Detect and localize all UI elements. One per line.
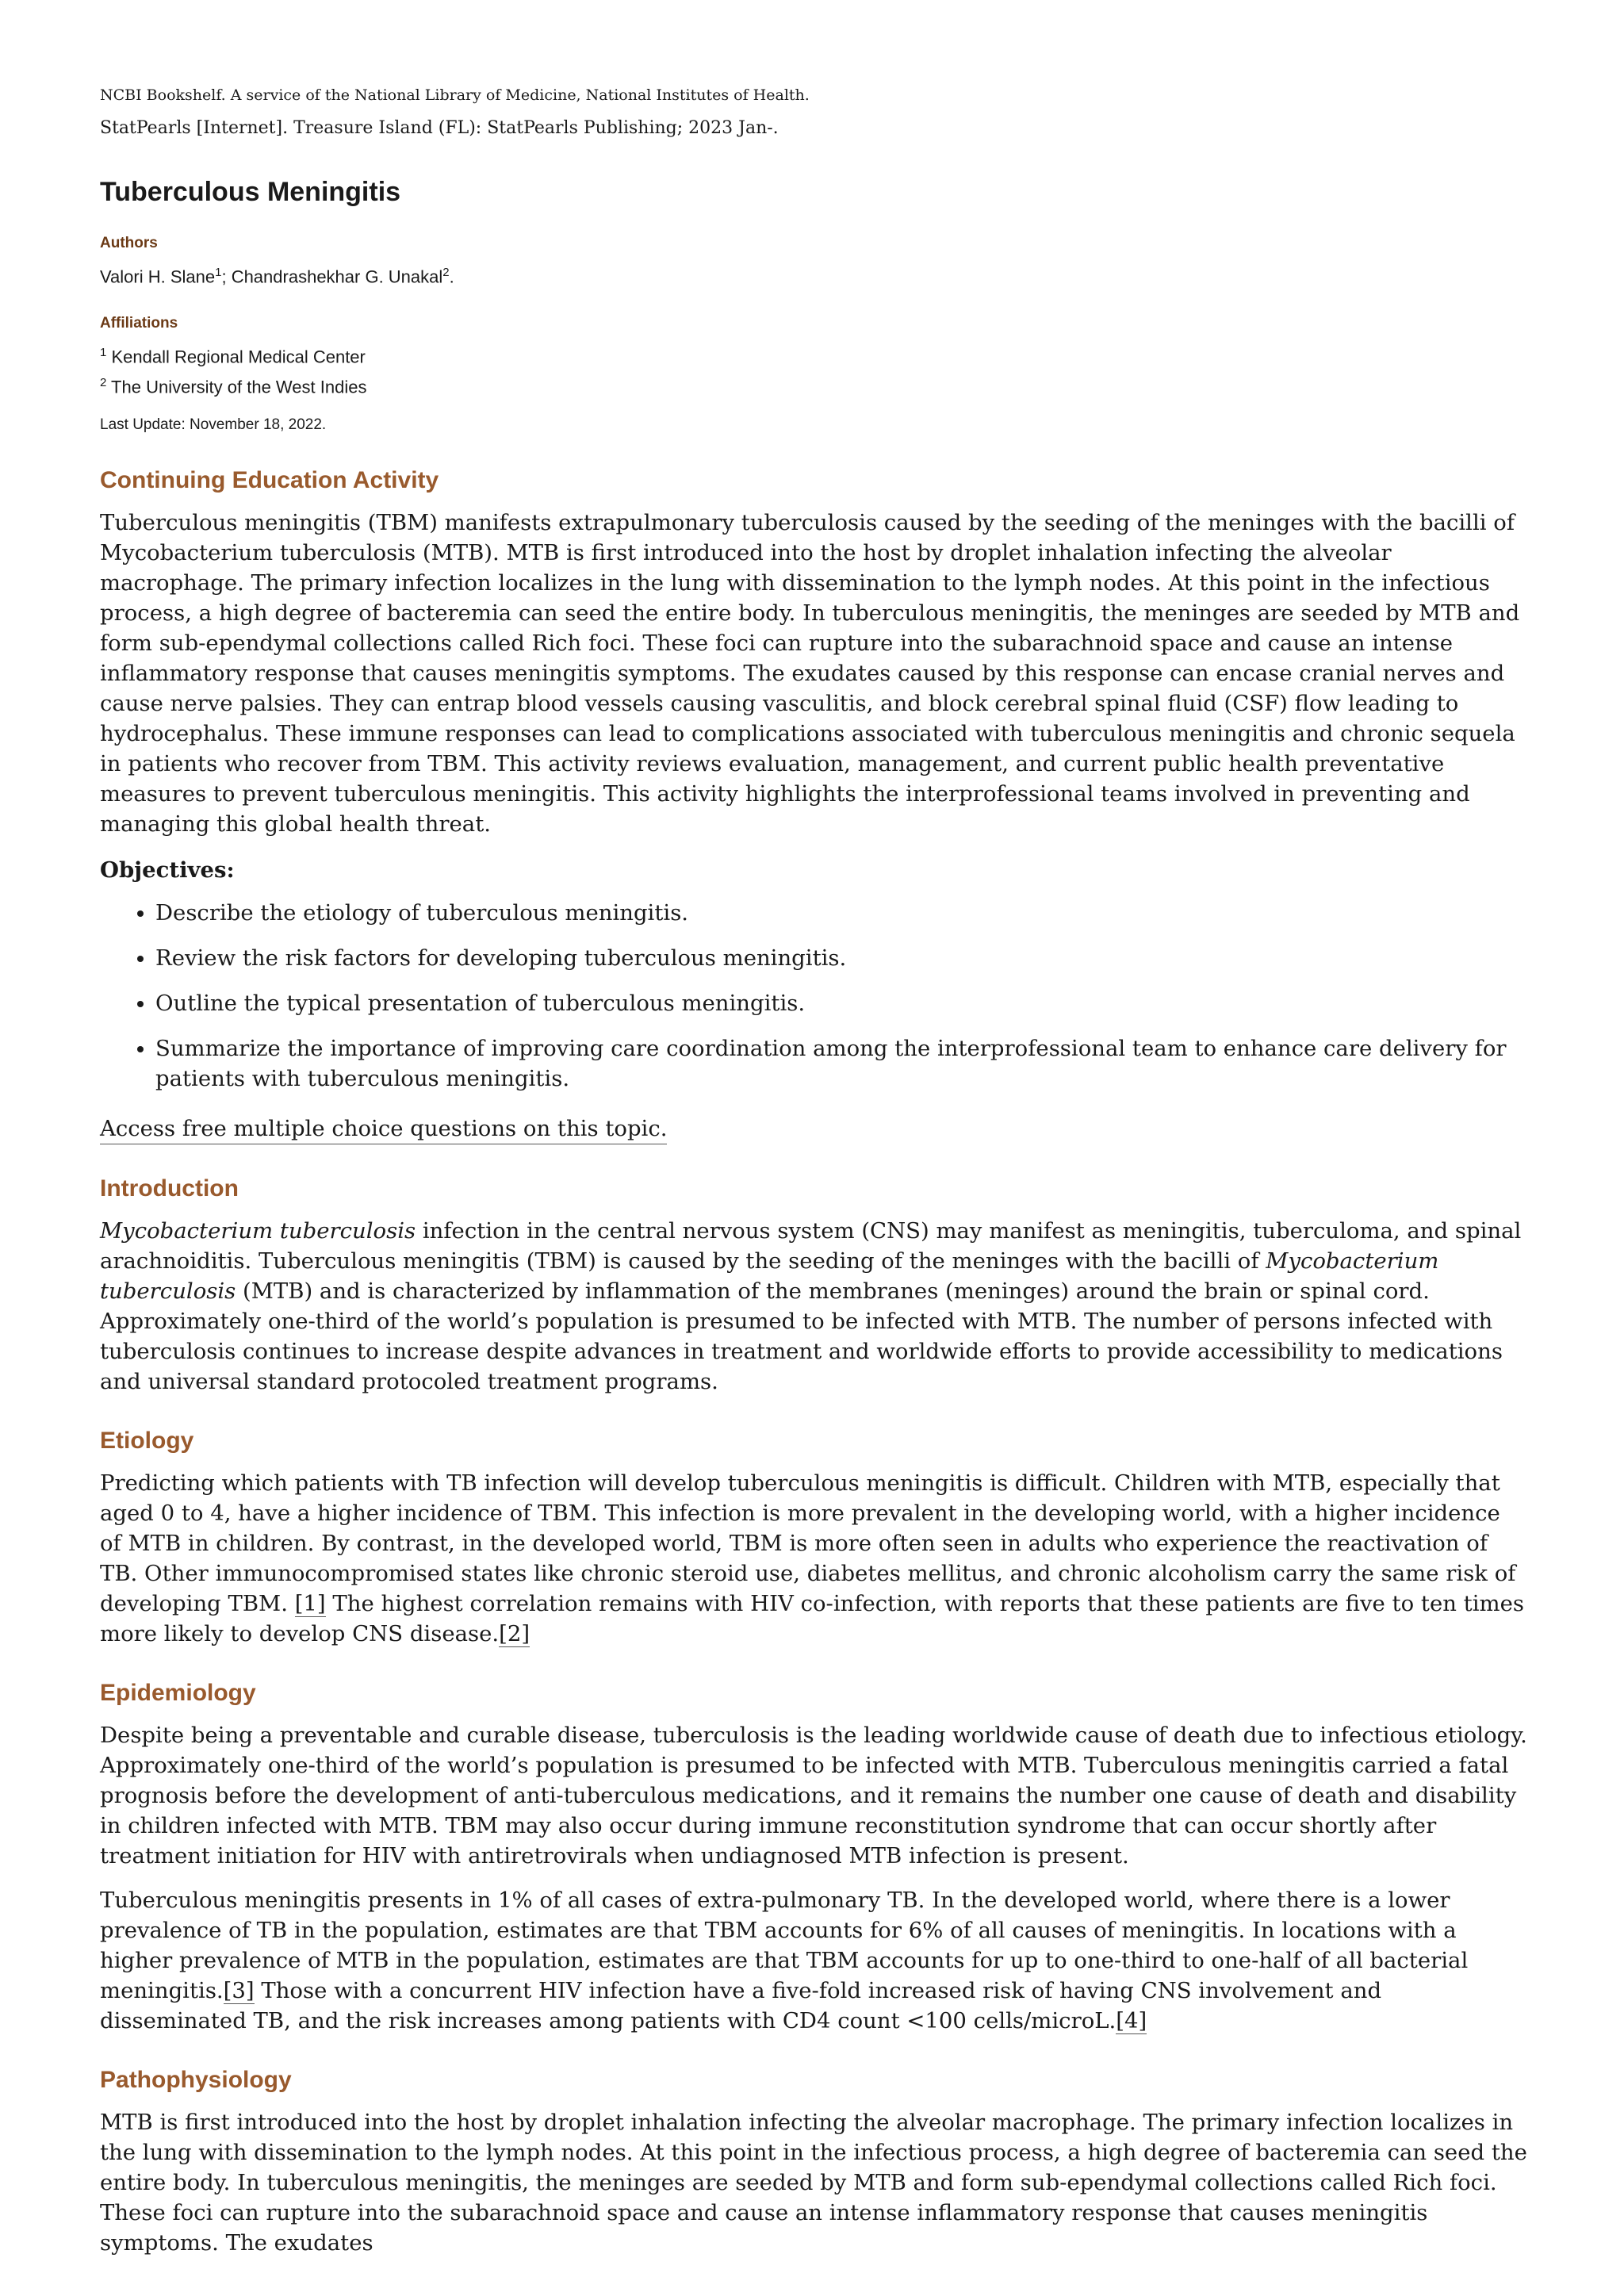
affiliation-number: 2 <box>100 375 107 389</box>
affiliation-text: Kendall Regional Medical Center <box>106 347 366 367</box>
section-heading-continuing-education: Continuing Education Activity <box>100 466 439 493</box>
affiliations-list <box>100 340 1527 400</box>
etiology-text: Predicting which patients with TB infection will develop tuberculous meningitis is difficult. Children with MTB, especially that aged 0 to 4, have a higher incidence of TBM. This infection is more prevalent in the developing world, with a higher incidence of MTB in children. By contrast, in the developed world, TBM is more often seen in adults who experience the reactivation of TB. Other immunocompromised states like chronic steroid use, diabetes mellitus, and chronic alcoholism carry the same risk of developing TBM. <box>100 1470 1516 1616</box>
affiliation-number: 1 <box>100 346 107 360</box>
epidemiology-paragraph-2 <box>100 1885 1527 2036</box>
cea-paragraph: Tuberculous meningitis (TBM) manifests extrapulmonary tuberculosis caused by the seeding of the meninges with the bacilli of Mycobacterium tuberculosis (MTB). MTB is first introduced into the host by droplet inhalation infecting the alveolar macrophage. The primary infection localizes in the lung with dissemination to the lymph nodes. At this point in the infectious process, a high degree of bacteremia can seed the entire body. In tuberculous meningitis, the meninges are seeded by MTB and form sub-ependymal collections called Rich foci. These foci can rupture into the subarachnoid space and cause an intense inflammatory response that causes meningitis symptoms. The exudates caused by this response can encase cranial nerves and cause nerve palsies. They can entrap blood vessels causing vasculitis, and block cerebral spinal fluid (CSF) flow leading to hydrocephalus. These immune responses can lead to complications associated with tuberculous meningitis and chronic sequela in patients who recover from TBM. This activity reviews evaluation, management, and current public health preventative measures to prevent tuberculous meningitis. This activity highlights the interprofessional teams involved in preventing and managing this global health threat. <box>100 509 1520 837</box>
objectives-label: Objectives: <box>100 857 235 883</box>
author-name[interactable]: Valori H. Slane <box>100 266 216 287</box>
section-heading-pathophysiology: Pathophysiology <box>100 2066 292 2093</box>
italic-term: Mycobacterium tuberculosis <box>100 1217 416 1244</box>
author-separator: ; <box>221 266 232 287</box>
article-title: Tuberculous Meningitis <box>100 177 401 207</box>
epidemiology-paragraph-1: Despite being a preventable and curable disease, tuberculosis is the leading worldwide cause of death due to infectious etiology. Approximately one-third of the world’s population is presumed to be infected with MTB. Tuberculous meningitis carried a fatal prognosis before the development of anti-tuberculous medications, and it remains the number one cause of death and disability in children infected with MTB. TBM may also occur during immune reconstitution syndrome that can occur shortly after treatment initiation for HIV with antiretrovirals when undiagnosed MTB infection is present. <box>100 1722 1527 1869</box>
authors-label: Authors <box>100 235 158 251</box>
objective-item: • Describe the etiology of tuberculous meningitis. <box>155 898 1527 928</box>
intro-text: (MTB) and is characterized by inflammation of the membranes (meninges) around the brain or spinal cord. Approximately one-third of the world’s population is presumed to be infected with MTB. The number of persons infected with tuberculosis continues to increase despite advances in treatment and worldwide efforts to provide accessibility to medications and universal standard protocoled treatment programs. <box>100 1278 1503 1394</box>
etiology-paragraph <box>100 1468 1527 1649</box>
epidemiology-text: Tuberculous meningitis presents in 1% of all cases of extra-pulmonary TB. In the developed world, where there is a lower prevalence of TB in the population, estimates are that TBM accounts for 6% of all causes of meningitis. In locations with a higher prevalence of MTB in the population, estimates are that TBM accounts for up to one-third to one-half of all bacterial meningitis. <box>100 1887 1469 2003</box>
objective-item: • Summarize the importance of improving care coordination among the interprofessional team to enhance care delivery for patients with tuberculous meningitis. <box>155 1033 1527 1094</box>
section-heading-introduction: Introduction <box>100 1175 239 1202</box>
affiliation-item <box>100 340 1527 370</box>
affiliation-text: The University of the West Indies <box>106 376 367 397</box>
objectives-list <box>100 898 1527 1094</box>
introduction-paragraph <box>100 1216 1527 1397</box>
author-separator: . <box>449 266 454 287</box>
intro-text: infection in the central nervous system (CNS) may manifest as meningitis, tuberculoma, and spinal arachnoiditis. Tuberculous meningitis (TBM) is caused by the seeding of the meninges with the bacilli of <box>100 1217 1522 1274</box>
affiliation-item <box>100 370 1527 400</box>
italic-term: Mycobacterium tuberculosis <box>100 1248 1439 1304</box>
last-update: Last Update: November 18, 2022. <box>100 416 327 433</box>
authors-list <box>100 260 1527 289</box>
reference-link[interactable]: [2] <box>499 1620 530 1646</box>
access-questions-link[interactable]: Access free multiple choice questions on this topic. <box>100 1114 667 1144</box>
pathophysiology-paragraph: MTB is first introduced into the host by droplet inhalation infecting the alveolar macrophage. The primary infection localizes in the lung with dissemination to the lymph nodes. At this point in the infectious process, a high degree of bacteremia can seed the entire body. In tuberculous meningitis, the meninges are seeded by MTB and form sub-ependymal collections called Rich foci. These foci can rupture into the subarachnoid space and cause an intense inflammatory response that causes meningitis symptoms. The exudates <box>100 2109 1527 2256</box>
author-affiliation-number: 1 <box>215 266 222 279</box>
section-heading-etiology: Etiology <box>100 1427 194 1454</box>
section-heading-epidemiology: Epidemiology <box>100 1679 256 1706</box>
ncbi-banner: NCBI Bookshelf. A service of the National Library of Medicine, National Institutes of Health. <box>100 86 810 104</box>
author-affiliation-number: 2 <box>442 266 450 279</box>
reference-link[interactable]: [4] <box>1116 2007 1147 2033</box>
author-name[interactable]: Chandrashekhar G. Unakal <box>231 266 443 287</box>
epidemiology-text: Those with a concurrent HIV infection have a five-fold increased risk of having CNS involvement and disseminated TB, and the risk increases among patients with CD4 count <100 cells/microL. <box>100 1977 1382 2033</box>
etiology-text: The highest correlation remains with HIV co-infection, with reports that these patients are five to ten times more likely to develop CNS disease. <box>100 1590 1524 1646</box>
reference-link[interactable]: [1] <box>294 1590 326 1616</box>
citation-line: StatPearls [Internet]. Treasure Island (FL): StatPearls Publishing; 2023 Jan-. <box>100 118 779 138</box>
document-page <box>100 84 1527 2258</box>
affiliations-label: Affiliations <box>100 315 178 332</box>
reference-link[interactable]: [3] <box>223 1977 255 2003</box>
objective-item: • Review the risk factors for developing tuberculous meningitis. <box>155 943 1527 973</box>
objective-item: • Outline the typical presentation of tuberculous meningitis. <box>155 988 1527 1018</box>
